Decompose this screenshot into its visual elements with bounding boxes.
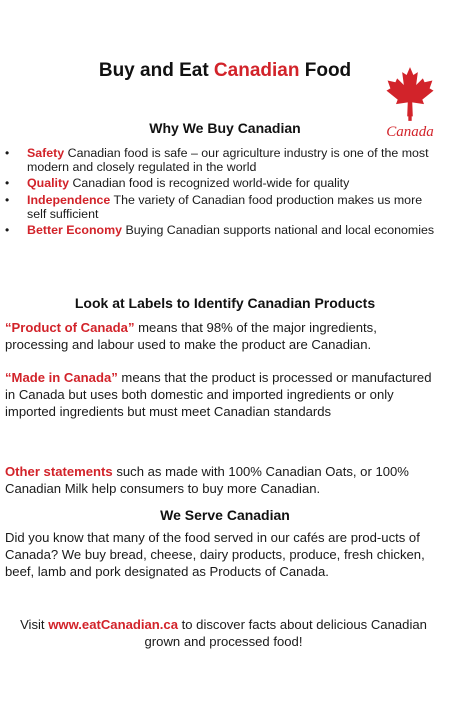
serve-paragraph: Did you know that many of the food served in our cafés are prod-ucts of Canada? We buy bread, cheese, dairy products, produce, fresh chicken, beef, lamb and pork designated as Products of Canada. bbox=[5, 530, 425, 579]
reason-text: The variety of Canadian food production makes us more self sufficient bbox=[27, 192, 423, 221]
product-of-canada-paragraph bbox=[5, 319, 442, 353]
reason-term: Quality bbox=[27, 176, 69, 191]
other-text: such as made with 100% Canadian Oats, or 100% Canadian Milk help consumers to buy more Canadian. bbox=[5, 464, 409, 496]
list-item bbox=[0, 176, 440, 190]
reason-text: Buying Canadian supports national and local economies bbox=[122, 223, 435, 238]
list-item bbox=[0, 146, 440, 174]
visit-suffix: to discover facts about delicious Canadian grown and processed food! bbox=[144, 617, 427, 649]
reason-term: Better Economy bbox=[27, 223, 123, 238]
reasons-list bbox=[0, 146, 440, 239]
product-term: “Product of Canada” bbox=[5, 320, 135, 335]
bullet-icon: • bbox=[5, 192, 10, 207]
serve-heading: We Serve Canadian bbox=[160, 507, 290, 523]
reason-term: Safety bbox=[27, 146, 65, 160]
title-suffix: Food bbox=[299, 60, 352, 81]
other-term: Other statements bbox=[5, 464, 113, 479]
reason-text: Canadian food is recognized world-wide for quality bbox=[69, 176, 350, 191]
why-heading: Why We Buy Canadian bbox=[149, 120, 301, 136]
other-statements-paragraph bbox=[5, 463, 442, 497]
list-item bbox=[0, 193, 440, 221]
visit-prefix: Visit bbox=[20, 617, 49, 632]
website-link[interactable]: www.eatCanadian.ca bbox=[48, 617, 178, 632]
bullet-icon: • bbox=[5, 146, 10, 160]
made-text: means that the product is processed or manufactured in Canada but uses both domestic and imported ingredients or only imported ingredients but must meet Canadian standards bbox=[5, 370, 432, 419]
logo-label: Canada bbox=[386, 124, 434, 140]
made-in-canada-paragraph bbox=[5, 369, 442, 420]
title-prefix: Buy and Eat bbox=[98, 60, 214, 81]
title-highlight: Canadian bbox=[213, 60, 300, 81]
reason-term: Independence bbox=[27, 192, 111, 207]
visit-paragraph bbox=[5, 616, 442, 650]
reason-text: Canadian food is safe – our agriculture industry is one of the most modern and closely regulated in the world bbox=[27, 146, 429, 175]
labels-heading: Look at Labels to Identify Canadian Products bbox=[74, 295, 376, 311]
maple-leaf-icon bbox=[381, 66, 439, 122]
bullet-icon: • bbox=[5, 176, 10, 191]
bullet-icon: • bbox=[5, 223, 10, 238]
product-text: means that 98% of the major ingredients, processing and labour used to make the product are Canadian. bbox=[5, 320, 377, 352]
list-item bbox=[0, 223, 440, 237]
made-term: “Made in Canada” bbox=[5, 370, 118, 385]
